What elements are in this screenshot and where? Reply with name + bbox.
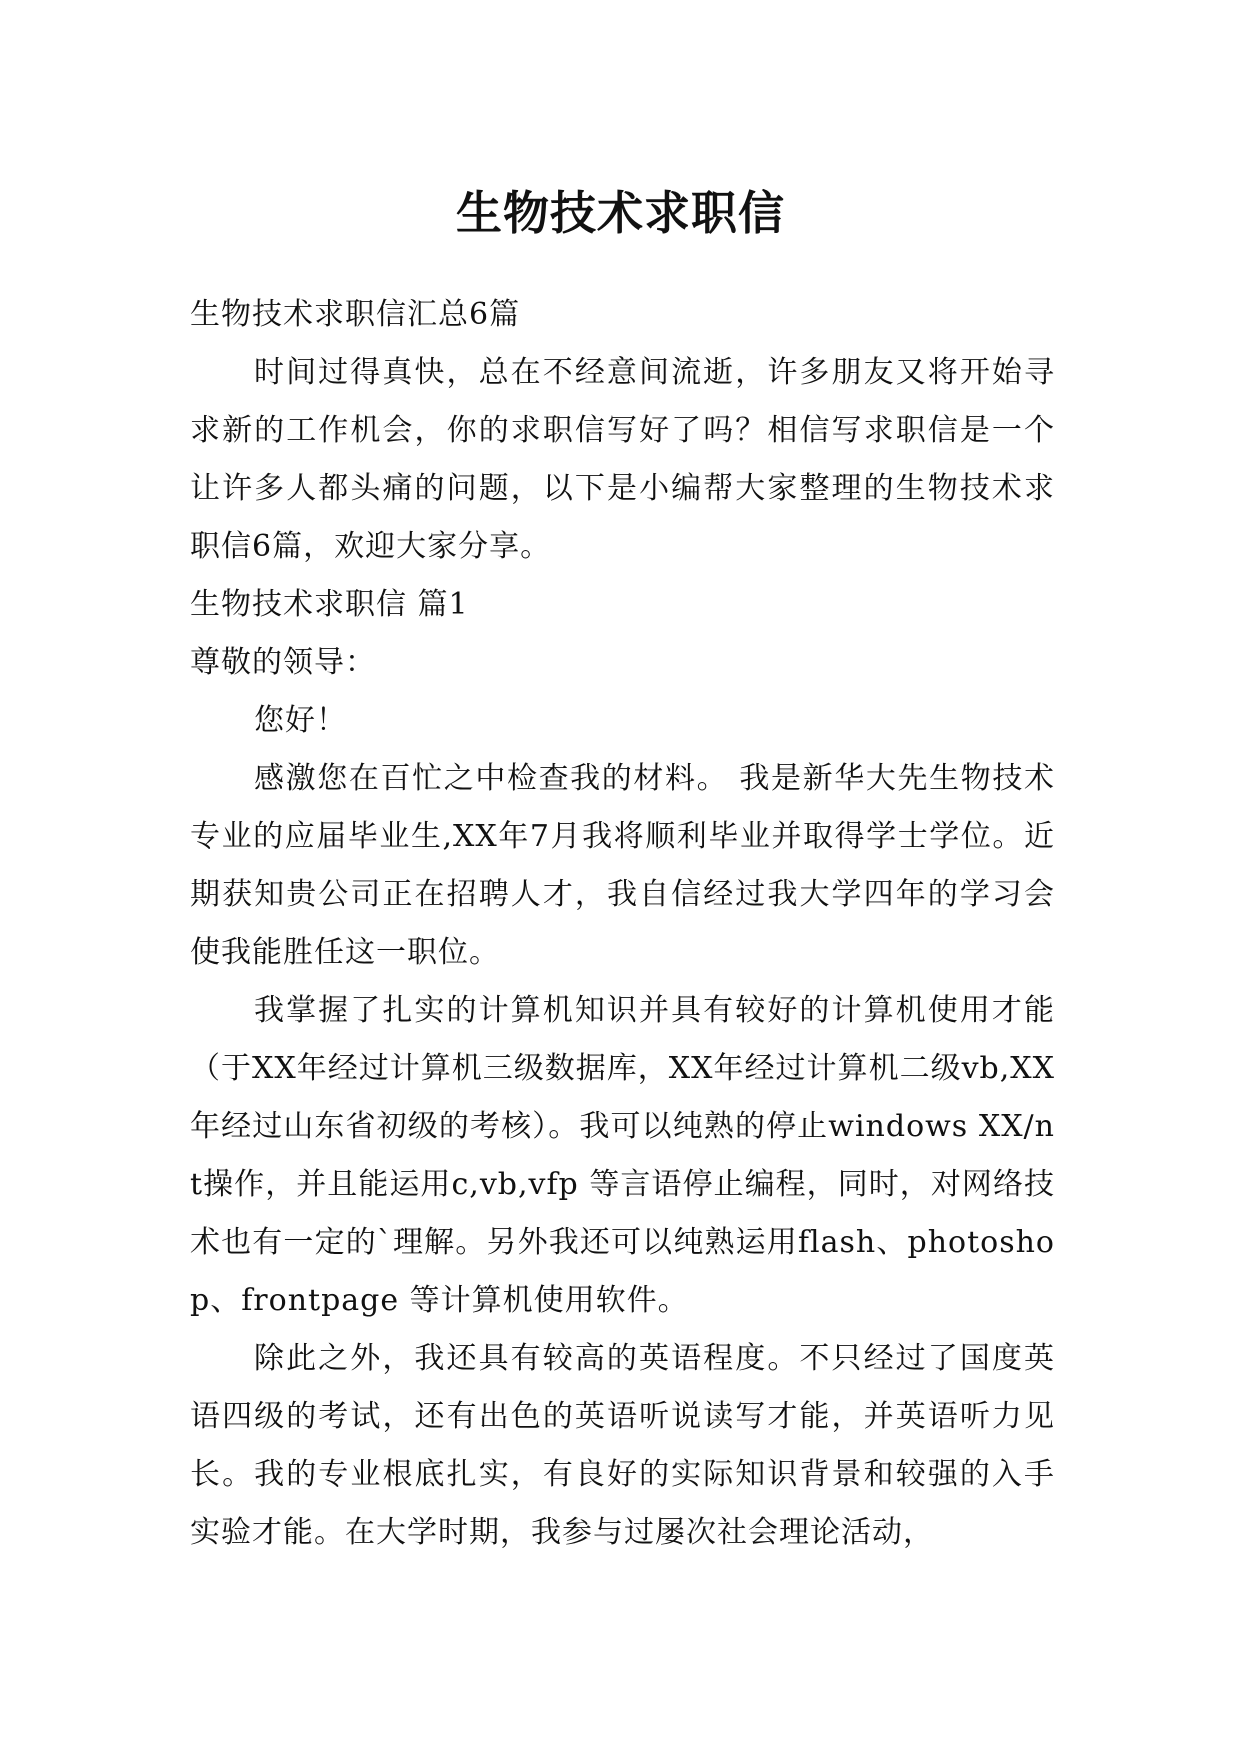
body-paragraph: 我掌握了扎实的计算机知识并具有较好的计算机使用才能（于XX年经过计算机三级数据库，XX年经过计算机二级vb,XX年经过山东省初级的考核）。我可以纯熟的停止windows XX/nt操作，并且能运用c,vb,vfp 等言语停止编程，同时，对网络技术也有一定的`理解。另外我还可以纯熟运用flash、photoshop、frontpage 等计算机使用软件。 (190, 993, 1055, 1318)
section-heading: 生物技术求职信 篇1 (190, 587, 469, 622)
body-paragraph: 除此之外，我还具有较高的英语程度。不只经过了国度英语四级的考试，还有出色的英语听说读写才能，并英语听力见长。我的专业根底扎实，有良好的实际知识背景和较强的入手实验才能。在大学时期，我参与过屡次社会理论活动， (190, 1341, 1055, 1550)
subtitle-line: 生物技术求职信汇总6篇 (190, 297, 521, 332)
body-paragraph: 感激您在百忙之中检查我的材料。 我是新华大先生物技术专业的应届毕业生,XX年7月我将顺利毕业并取得学士学位。近期获知贵公司正在招聘人才，我自信经过我大学四年的学习会使我能胜任这一职位。 (190, 761, 1055, 970)
page-title: 生物技术求职信 (456, 185, 785, 240)
intro-paragraph: 时间过得真快，总在不经意间流逝，许多朋友又将开始寻求新的工作机会，你的求职信写好了吗？相信写求职信是一个让许多人都头痛的问题，以下是小编帮大家整理的生物技术求职信6篇，欢迎大家分享。 (190, 355, 1055, 564)
salutation: 尊敬的领导： (190, 645, 376, 680)
greeting: 您好！ (254, 703, 347, 738)
document-body (190, 286, 1055, 1562)
